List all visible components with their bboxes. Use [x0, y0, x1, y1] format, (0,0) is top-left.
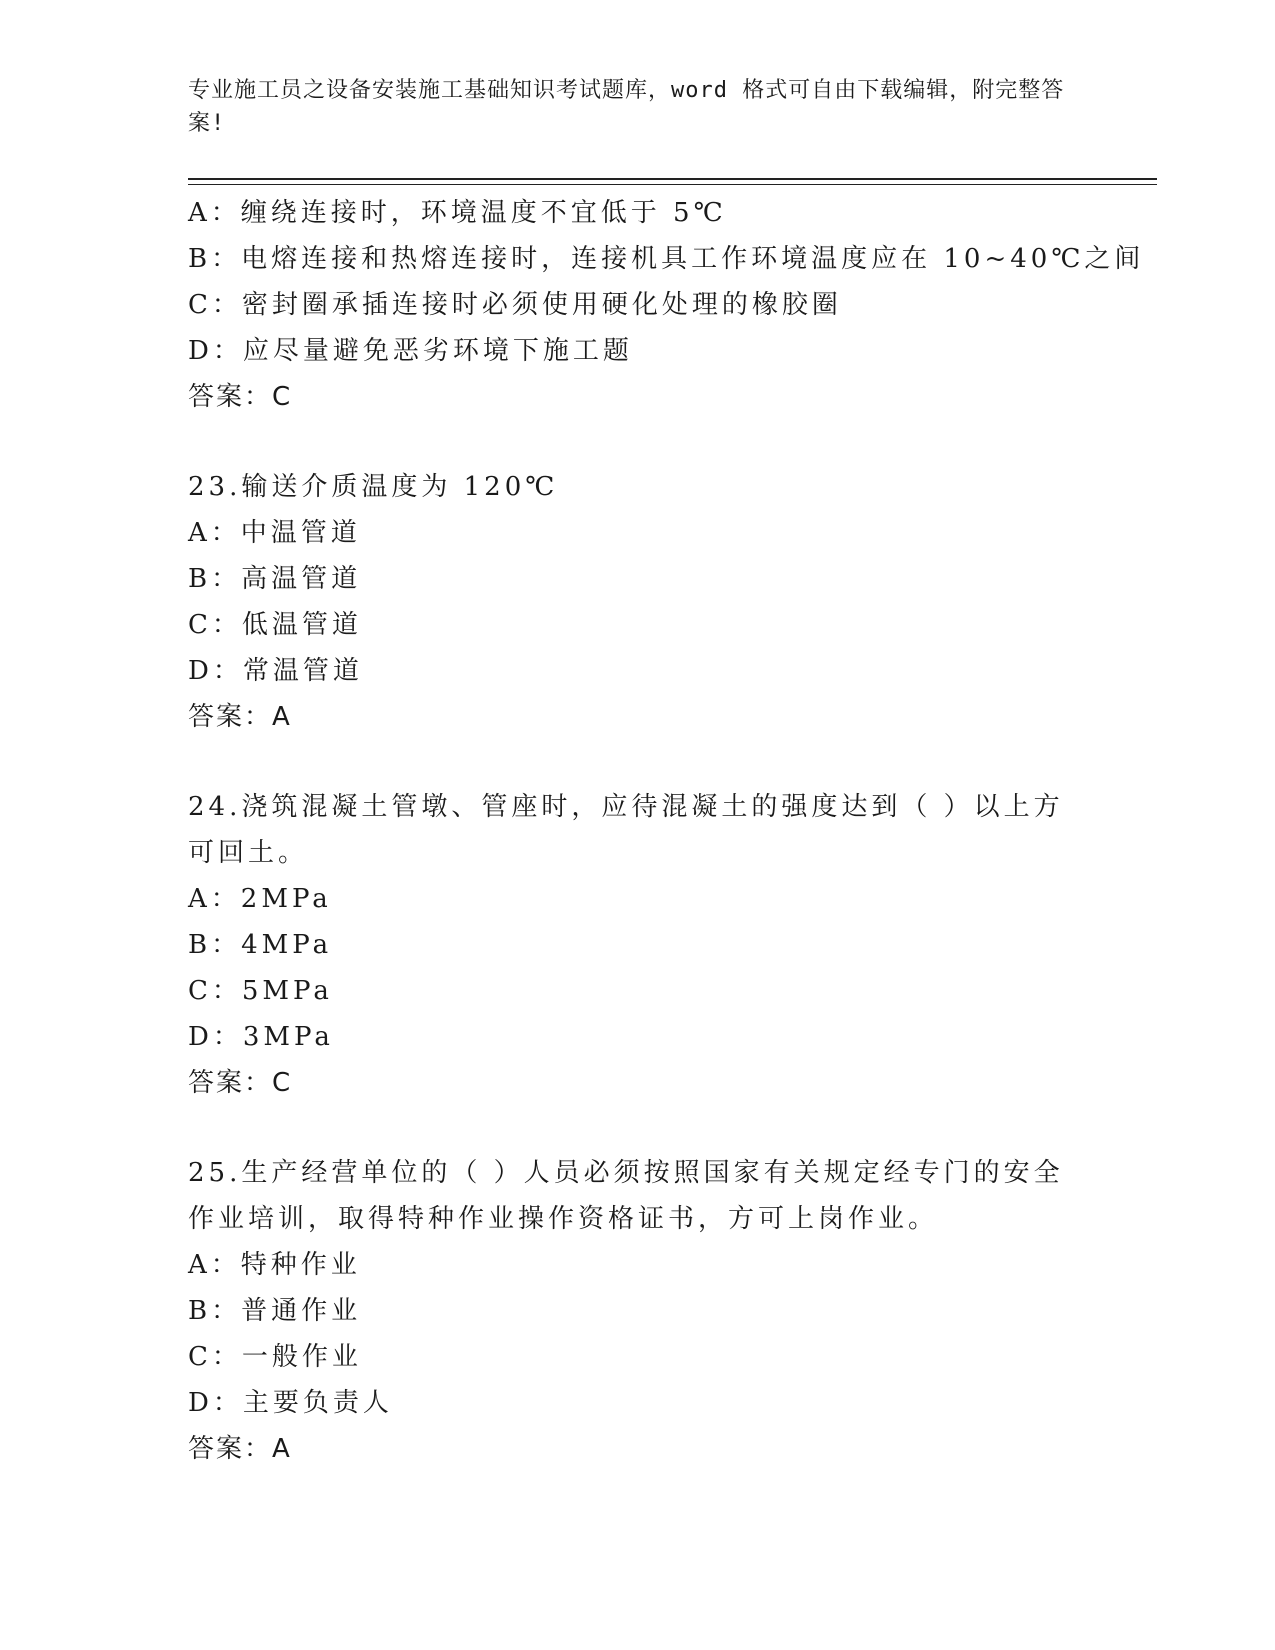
option-a: A：特种作业	[188, 1250, 361, 1280]
option-c: C：一般作业	[188, 1342, 362, 1372]
header-divider-thick	[188, 178, 1157, 180]
answer: 答案：A	[188, 702, 292, 732]
question-text: 25.生产经营单位的（ ）人员必须按照国家有关规定经专门的安全作业培训，取得特种作业操作资格证书，方可上岗作业。	[188, 1158, 1064, 1234]
document-header: 专业施工员之设备安装施工基础知识考试题库，word 格式可自由下载编辑，附完整答案!	[188, 78, 1065, 136]
question-24	[188, 784, 1088, 1106]
question-text: 24.浇筑混凝土管墩、管座时，应待混凝土的强度达到（ ）以上方可回土。	[188, 792, 1064, 868]
answer: 答案：A	[188, 1434, 292, 1464]
option-c: C：低温管道	[188, 610, 362, 640]
option-d: D：主要负责人	[188, 1388, 393, 1418]
option-a: A：缠绕连接时，环境温度不宜低于 5℃	[188, 198, 727, 228]
header-divider-thin	[188, 184, 1157, 185]
question-text: 23.输送介质温度为 120℃	[188, 472, 559, 502]
question-23	[188, 464, 1088, 740]
option-b: B：普通作业	[188, 1296, 362, 1326]
answer: 答案：C	[188, 382, 293, 412]
option-b: B：4MPa	[188, 930, 333, 960]
option-c: C：密封圈承插连接时必须使用硬化处理的橡胶圈	[188, 290, 842, 320]
option-c: C：5MPa	[188, 976, 333, 1006]
option-d: D：应尽量避免恶劣环境下施工题	[188, 336, 633, 366]
option-d: D：常温管道	[188, 656, 363, 686]
question-list	[188, 190, 1145, 1472]
question-22-continued	[188, 190, 1145, 420]
option-b: B：高温管道	[188, 564, 362, 594]
option-a: A：中温管道	[188, 518, 361, 548]
answer: 答案：C	[188, 1068, 293, 1098]
option-d: D：3MPa	[188, 1022, 334, 1052]
option-b: B：电熔连接和热熔连接时，连接机具工作环境温度应在 10~40℃之间	[188, 244, 1145, 274]
question-25	[188, 1150, 1088, 1472]
option-a: A：2MPa	[188, 884, 332, 914]
